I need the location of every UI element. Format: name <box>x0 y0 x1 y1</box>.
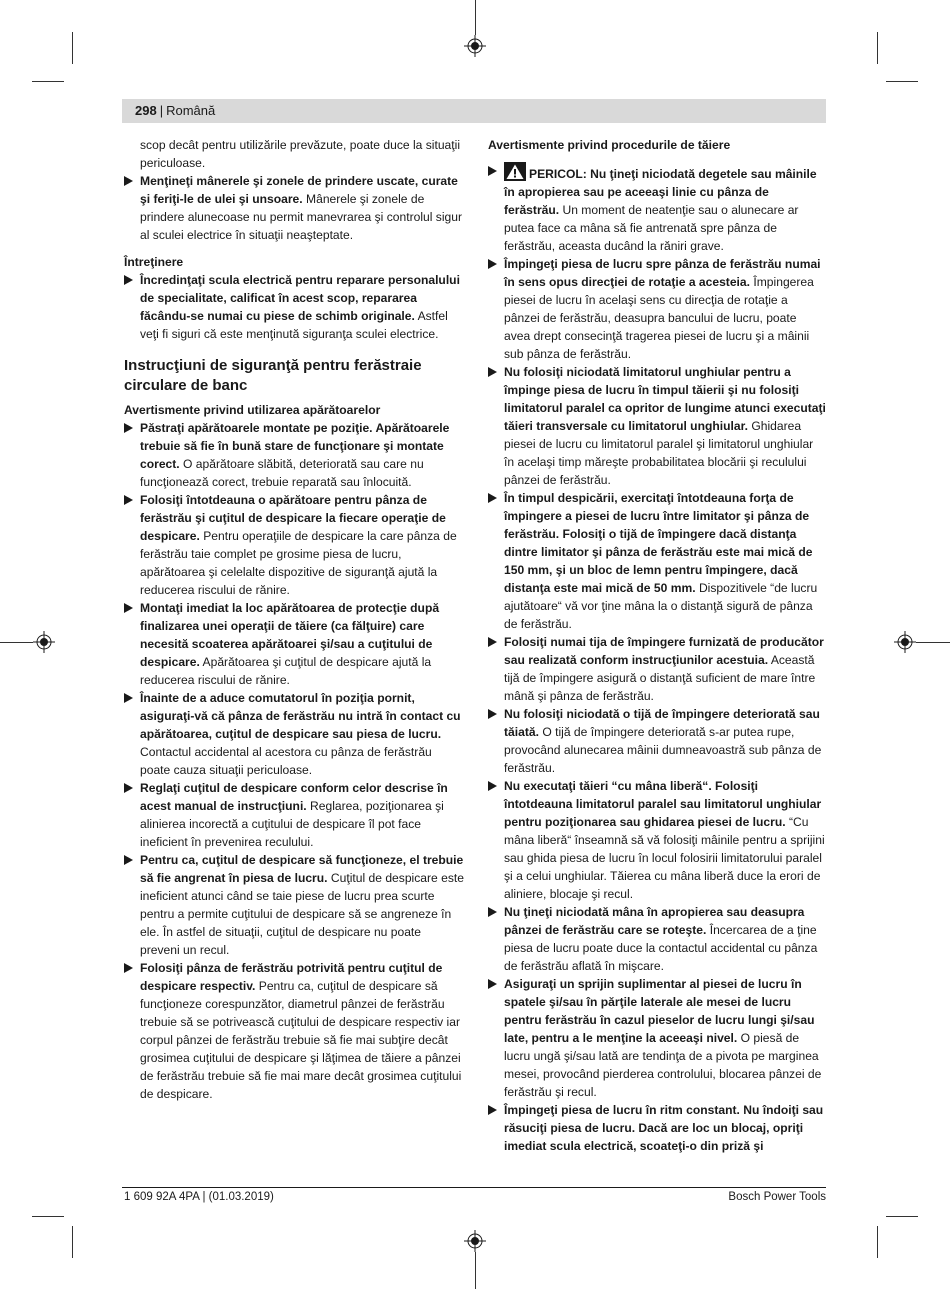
bullet-triangle-icon <box>488 493 497 503</box>
item-text: O tijă de împingere deteriorată s-ar putea rupe, provocând alunecarea mâinii dumneavoastră sub pânza de ferăstrău. <box>504 725 822 775</box>
list-item <box>124 599 464 689</box>
crop-mark <box>886 81 918 82</box>
list-item <box>124 172 464 244</box>
list-item <box>124 779 464 851</box>
bullet-triangle-icon <box>124 176 133 186</box>
list-item <box>124 271 464 343</box>
registration-mark-icon <box>894 631 916 653</box>
bullet-triangle-icon <box>124 603 133 613</box>
list-item <box>124 419 464 491</box>
crop-mark <box>877 32 878 64</box>
left-column <box>124 136 464 1103</box>
item-text: Ghidarea piesei de lucru cu limitatorul paralel şi limitatorul unghiular în acelaşi timp măreşte probabilitatea blocării şi reculului pânzei de ferăstrău. <box>504 419 814 487</box>
item-bold-text: Nu ţineţi niciodată mâna în apropierea sau deasupra pânzei de ferăstrău care se roteşte. <box>504 905 805 937</box>
item-text: Pentru operaţiile de despicare la care pânza de ferăstrău taie complet pe grosime piesa de lucru, apărătoarea şi celelalte dispozitive de siguranţă ajută la reducerea riscului de rănire. <box>140 529 457 597</box>
page-header-bar <box>122 99 826 123</box>
item-text: O apărătoare slăbită, deteriorată sau care nu funcţionează corect, trebuie reparată sau înlocuită. <box>140 457 424 489</box>
crop-mark <box>886 1216 918 1217</box>
item-text: Astfel veţi fi siguri că este menţinută siguranţa sculei electrice. <box>140 309 448 341</box>
crop-mark <box>877 1226 878 1258</box>
crop-mark <box>0 642 33 643</box>
bullet-triangle-icon <box>488 781 497 791</box>
crop-mark <box>32 1216 64 1217</box>
item-bold-text: Folosiţi pânza de ferăstrău potrivită pentru cuţitul de despicare respectiv. <box>140 961 443 993</box>
continued-paragraph: scop decât pentru utilizările prevăzute, poate duce la situaţii periculoase. <box>140 138 461 170</box>
header-language: Română <box>166 103 216 118</box>
list-item <box>488 705 826 777</box>
item-text: Dispozitivele “de lucru ajutătoare“ vă vor ţine mâna la o distanţă sigură de pânza de ferăstrău. <box>504 581 818 631</box>
item-bold-text: Păstraţi apărătoarele montate pe poziţie. Apărătoarele trebuie să fie în bună stare de funcţionare şi montate corect. <box>140 421 450 471</box>
list-item <box>124 491 464 599</box>
crop-mark <box>72 1226 73 1258</box>
guards-heading: Avertismente privind utilizarea apărătoarelor <box>124 403 381 417</box>
danger-bold-text: PERICOL: Nu ţineţi niciodată degetele sau mâinile în apropierea sau pe aceeaşi linie cu pânza de ferăstrău. <box>504 167 817 217</box>
item-text: Pentru ca, cuţitul de despicare să funcţioneze corespunzător, diametrul pânzei de ferăstrău trebuie să se potrivească cuţitului de despicare respectiv iar corpul pânzei de ferăstrău trebuie să fie mai subţire decât grosimea cuţitului de despicare şi lăţimea de tăiere a pânzei de ferăstrău trebuie să fie mai mare decât grosimea cuţitului de despicare. <box>140 979 462 1101</box>
list-item <box>488 777 826 903</box>
item-bold-text: Menţineţi mânerele şi zonele de prindere uscate, curate şi feriţi-le de ulei şi unsoare. <box>140 174 458 206</box>
item-bold-text: Înainte de a aduce comutatorul în poziţia pornit, asiguraţi-vă că pânza de ferăstrău nu intră în contact cu apărătoarea, cuţitul de despicare sau piesa de lucru. <box>140 691 461 741</box>
item-bold-text: Montaţi imediat la loc apărătoarea de protecţie după finalizarea unei operaţii de tăiere (ca fălţuire) care necesită scoaterea apărătoarei şi/sau a cuţitului de despicare. <box>140 601 440 669</box>
list-item <box>488 255 826 363</box>
item-text: Mânerele şi zonele de prindere alunecoase nu permit manevrarea şi controlul sigur al sculei electrice în situaţii neaşteptate. <box>140 192 462 242</box>
list-item <box>488 162 826 255</box>
registration-mark-icon <box>464 1230 486 1252</box>
list-item <box>124 851 464 959</box>
bullet-triangle-icon <box>124 423 133 433</box>
registration-mark-icon <box>33 631 55 653</box>
footer-brand: Bosch Power Tools <box>728 1191 826 1203</box>
item-bold-text: Împingeţi piesa de lucru spre pânza de ferăstrău numai în sens opus direcţiei de rotaţie a acesteia. <box>504 257 821 289</box>
page-header <box>135 103 215 119</box>
bullet-triangle-icon <box>488 259 497 269</box>
item-text: “Cu mâna liberă“ înseamnă să vă folosiţi mâinile pentru a sprijini sau ghida piesa de lucru în locul folosirii limitatorului paralel şi a celui unghiular. Tăierea cu mâna liberă duce la erori de aliniere, blocaje şi recul. <box>504 815 825 901</box>
bullet-triangle-icon <box>124 963 133 973</box>
maintenance-heading: Întreţinere <box>124 255 184 269</box>
list-item <box>488 903 826 975</box>
list-item <box>488 489 826 633</box>
crop-mark <box>72 32 73 64</box>
registration-mark-icon <box>464 35 486 57</box>
list-item <box>488 633 826 705</box>
item-text: Această tijă de împingere asigură o distanţă suficient de mare între mână şi pânza de ferăstrău. <box>504 653 816 703</box>
section-title: Instrucţiuni de siguranţă pentru ferăstraie circulare de banc <box>124 357 422 394</box>
bullet-triangle-icon <box>124 855 133 865</box>
item-text: Împingerea piesei de lucru în acelaşi sens cu direcţia de rotaţie a pânzei de ferăstrău, deasupra bancului de lucru, poate avea drept consecinţă tragerea piesei de lucru şi a mâinii sub pânza de ferăstrău. <box>504 275 814 361</box>
list-item <box>488 975 826 1101</box>
item-text: Reglarea, poziţionarea şi alinierea incorectă a cuţitului de despicare îl pot face ineficient în prevenirea reculului. <box>140 799 444 849</box>
item-bold-text: Folosiţi numai tija de împingere furnizată de producător sau realizată conform instrucţiunilor acestuia. <box>504 635 824 667</box>
crop-mark <box>475 0 476 35</box>
item-bold-text: Nu folosiţi niciodată o tijă de împingere deteriorată sau tăiată. <box>504 707 820 739</box>
footer-rule <box>122 1187 826 1188</box>
page-number: 298 <box>135 103 157 118</box>
item-text: Contactul accidental al acestora cu pânza de ferăstrău poate cauza situaţii periculoase. <box>140 745 432 777</box>
list-item <box>124 959 464 1103</box>
bullet-triangle-icon <box>124 693 133 703</box>
bullet-triangle-icon <box>124 783 133 793</box>
item-bold-text: Asiguraţi un sprijin suplimentar al piesei de lucru în spatele şi/sau în părţile laterale ale mesei de lucru pentru ferăstrău în cazul pieselor de lucru lungi şi/sau late, pentru a le menţine la aceeaşi nivel. <box>504 977 815 1045</box>
item-text: Apărătoarea şi cuţitul de despicare ajută la reducerea riscului de rănire. <box>140 655 432 687</box>
item-bold-text: Pentru ca, cuţitul de despicare să funcţioneze, el trebuie să fie angrenat în piesa de lucru. <box>140 853 464 885</box>
bullet-triangle-icon <box>488 709 497 719</box>
bullet-triangle-icon <box>488 367 497 377</box>
item-bold-text: Încredinţaţi scula electrică pentru reparare personalului de specialitate, calificat în acest scop, repararea făcându-se numai cu piese de schimb originale. <box>140 273 460 323</box>
crop-mark <box>32 81 64 82</box>
bullet-triangle-icon <box>488 1105 497 1115</box>
right-column <box>488 136 826 1155</box>
crop-mark <box>475 1252 476 1289</box>
footer-doc-code: 1 609 92A 4PA | (01.03.2019) <box>124 1191 274 1203</box>
item-text: Încercarea de a ţine piesa de lucru poate duce la contactul accidental cu pânza de ferăstrău aflată în mişcare. <box>504 923 818 973</box>
bullet-triangle-icon <box>488 637 497 647</box>
warning-icon <box>504 162 526 181</box>
bullet-triangle-icon <box>488 979 497 989</box>
bullet-triangle-icon <box>488 166 497 176</box>
danger-text: Un moment de neatenţie sau o alunecare ar putea face ca mâna să fie antrenată spre pânza de ferăstrău, aceasta ducând la răniri grave. <box>504 203 799 253</box>
item-bold-text: Nu folosiţi niciodată limitatorul unghiular pentru a împinge piesa de lucru în timpul tăierii şi nu folosiţi limitatorul paralel ca opritor de lungime atunci executaţi tăieri transversale cu limitatorul unghiular. <box>504 365 826 433</box>
item-bold-text: În timpul despicării, exercitaţi întotdeauna forţa de împingere a piesei de lucru între limitator şi pânza de ferăstrău. Folosiţi o tijă de împingere dacă distanţa dintre limitator şi pânza de ferăstrău este mai mică de 150 mm, şi un bloc de lemn pentru împingere, dacă distanţa este mai mică de 50 mm. <box>504 491 813 595</box>
item-bold-text: Nu executaţi tăieri “cu mâna liberă“. Folosiţi întotdeauna limitatorul paralel sau limitatorul unghiular pentru poziţionarea sau ghidarea piesei de lucru. <box>504 779 822 829</box>
bullet-triangle-icon <box>124 275 133 285</box>
list-item <box>124 689 464 779</box>
crop-mark <box>916 642 950 643</box>
list-item <box>488 1101 826 1155</box>
bullet-triangle-icon <box>488 907 497 917</box>
item-text: O piesă de lucru ungă şi/sau lată are tendinţa de a pivota pe marginea mesei, provocând pierderea controlului, blocarea pânzei de ferăstrău şi recul. <box>504 1031 822 1099</box>
bullet-triangle-icon <box>124 495 133 505</box>
item-text: Cuţitul de despicare este ineficient atunci când se taie piese de lucru prea scurte pentru a permite cuţitului de despicare să se angreneze în ele. În astfel de situaţii, cuţitul de despicare nu poate preveni un recul. <box>140 871 464 957</box>
item-bold-text: Împingeţi piesa de lucru în ritm constant. Nu îndoiţi sau răsuciţi piesa de lucru. Dacă are loc un blocaj, opriţi imediat scula electrică, scoateţi-o din priză şi <box>504 1103 824 1153</box>
list-item <box>488 363 826 489</box>
header-separator: | <box>159 103 164 118</box>
cutting-heading: Avertismente privind procedurile de tăiere <box>488 138 731 152</box>
item-bold-text: Folosiţi întotdeauna o apărătoare pentru pânza de ferăstrău şi cuţitul de despicare la fiecare operaţie de despicare. <box>140 493 446 543</box>
item-bold-text: Reglaţi cuţitul de despicare conform celor descrise în acest manual de instrucţiuni. <box>140 781 448 813</box>
